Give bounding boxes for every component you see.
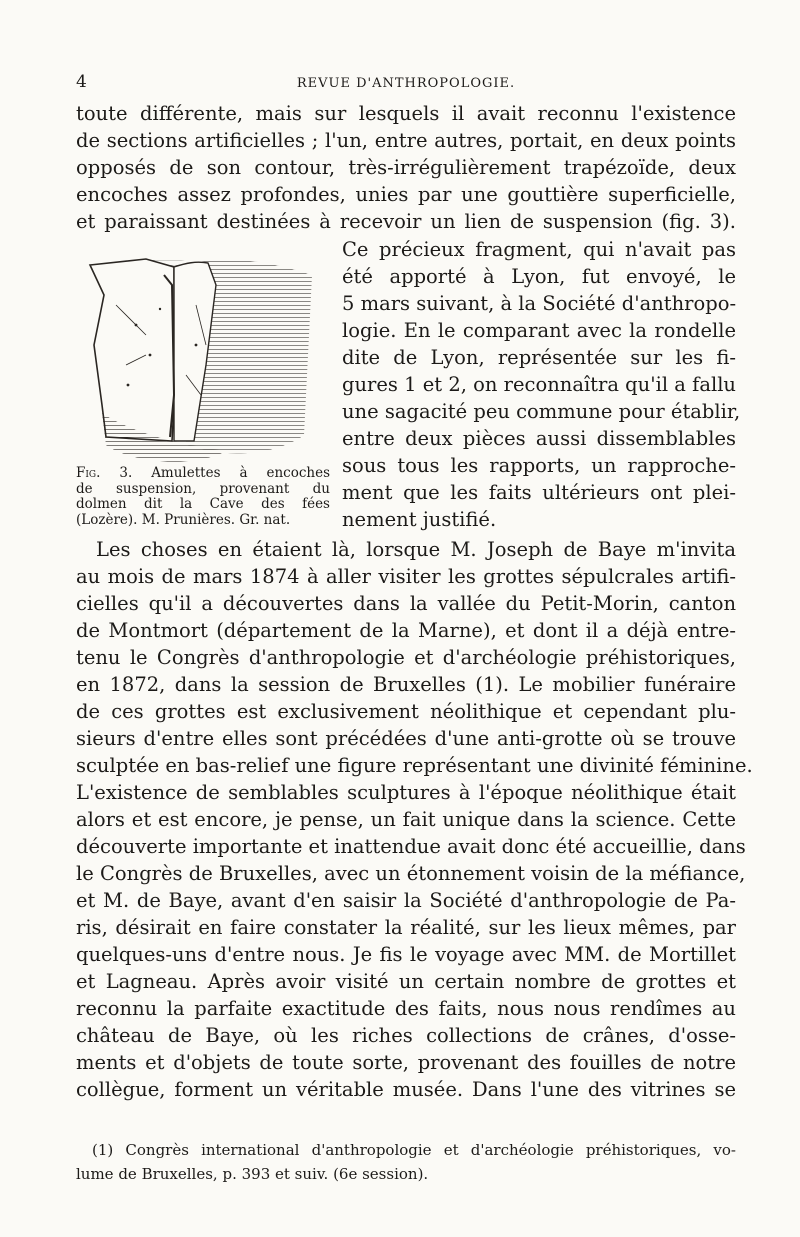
text-line: le Congrès de Bruxelles, avec un étonnement voisin de la méfiance,	[76, 862, 746, 885]
text-line: découverte importante et inattendue avait donc été accueillie, dans	[76, 835, 746, 858]
text-line: sculptée en bas-relief une figure représentant une divinité féminine.	[76, 754, 753, 777]
text-line: encoches assez profondes, unies par une gouttière superficielle,	[76, 183, 736, 206]
footnote-line: lume de Bruxelles, p. 393 et suiv. (6e session).	[76, 1165, 429, 1183]
text-line: logie. En le comparant avec la rondelle	[342, 319, 736, 342]
text-line: ment que les faits ultérieurs ont plei-	[342, 481, 736, 504]
text-line: 5 mars suivant, à la Société d'anthropo-	[342, 292, 737, 315]
text-line: été apporté à Lyon, fut envoyé, le	[342, 265, 736, 288]
text-line: nement justifié.	[342, 508, 497, 531]
text-line: une sagacité peu commune pour établir,	[342, 400, 741, 423]
paragraph-first-line: Les choses en étaient là, lorsque M. Joseph de Baye m'invita	[96, 538, 736, 561]
caption-text: Amulettes à encoches	[151, 465, 330, 481]
text-line: et Lagneau. Après avoir visité un certain nombre de grottes et	[76, 970, 736, 993]
caption-line: (Lozère). M. Prunières. Gr. nat.	[76, 511, 291, 528]
text-line: sieurs d'entre elles sont précédées d'une anti-grotte où se trouve	[76, 727, 736, 750]
text-line: toute différente, mais sur lesquels il avait reconnu l'existence	[76, 102, 736, 125]
text-line: de sections artificielles ; l'un, entre autres, portait, en deux points	[76, 129, 736, 152]
text-line: ments et d'objets de toute sorte, provenant des fouilles de notre	[76, 1051, 736, 1074]
text-line: de ces grottes est exclusivement néolithique et cependant plu-	[76, 700, 736, 723]
text-line: L'existence de semblables sculptures à l'époque néolithique était	[76, 781, 736, 804]
page-number: 4	[76, 72, 88, 92]
text-line: cielles qu'il a découvertes dans la vallée du Petit-Morin, canton	[76, 592, 736, 615]
footnote-line: (1) Congrès international d'anthropologie et d'archéologie préhistoriques, vo-	[92, 1141, 736, 1159]
text-line: et paraissant destinées à recevoir un lien de suspension (fig. 3).	[76, 210, 736, 233]
text-line: gures 1 et 2, on reconnaîtra qu'il a fallu	[342, 373, 736, 396]
caption-line-1	[76, 466, 330, 482]
text-line: sous tous les rapports, un rapproche-	[342, 454, 736, 477]
figure-amulet-illustration	[76, 245, 330, 470]
running-title: REVUE D'ANTHROPOLOGIE.	[296, 76, 516, 91]
text-line: Ce précieux fragment, qui n'avait pas	[342, 238, 736, 261]
caption-line: dolmen dit la Cave des fées	[76, 496, 330, 512]
text-line: dite de Lyon, représentée sur les fi-	[342, 346, 736, 369]
text-line: opposés de son contour, très-irrégulièrement trapézoïde, deux	[76, 156, 736, 179]
running-header	[76, 72, 736, 94]
text-line: alors et est encore, je pense, un fait unique dans la science. Cette	[76, 808, 736, 831]
text-line: tenu le Congrès d'anthropologie et d'archéologie préhistoriques,	[76, 646, 736, 669]
amulet-engraving	[76, 245, 330, 470]
figure-caption	[76, 466, 330, 528]
text-line: en 1872, dans la session de Bruxelles (1). Le mobilier funéraire	[76, 673, 736, 696]
text-line: au mois de mars 1874 à aller visiter les grottes sépulcrales artifi-	[76, 565, 736, 588]
text-line: de Montmort (département de la Marne), et dont il a déjà entre-	[76, 619, 736, 642]
text-line: reconnu la parfaite exactitude des faits, nous nous rendîmes au	[76, 997, 736, 1020]
caption-line: de suspension, provenant du	[76, 480, 330, 497]
text-line: château de Baye, où les riches collections de crânes, d'osse-	[76, 1024, 736, 1047]
text-line: quelques-uns d'entre nous. Je fis le voyage avec MM. de Mortillet	[76, 943, 736, 966]
text-line: et M. de Baye, avant d'en saisir la Société d'anthropologie de Pa-	[76, 889, 736, 912]
caption-label: Fig. 3.	[76, 465, 133, 481]
text-line: ris, désirait en faire constater la réalité, sur les lieux mêmes, par	[76, 916, 736, 939]
text-line: collègue, forment un véritable musée. Dans l'une des vitrines se	[76, 1078, 736, 1101]
text-line: entre deux pièces aussi dissemblables	[342, 427, 736, 450]
